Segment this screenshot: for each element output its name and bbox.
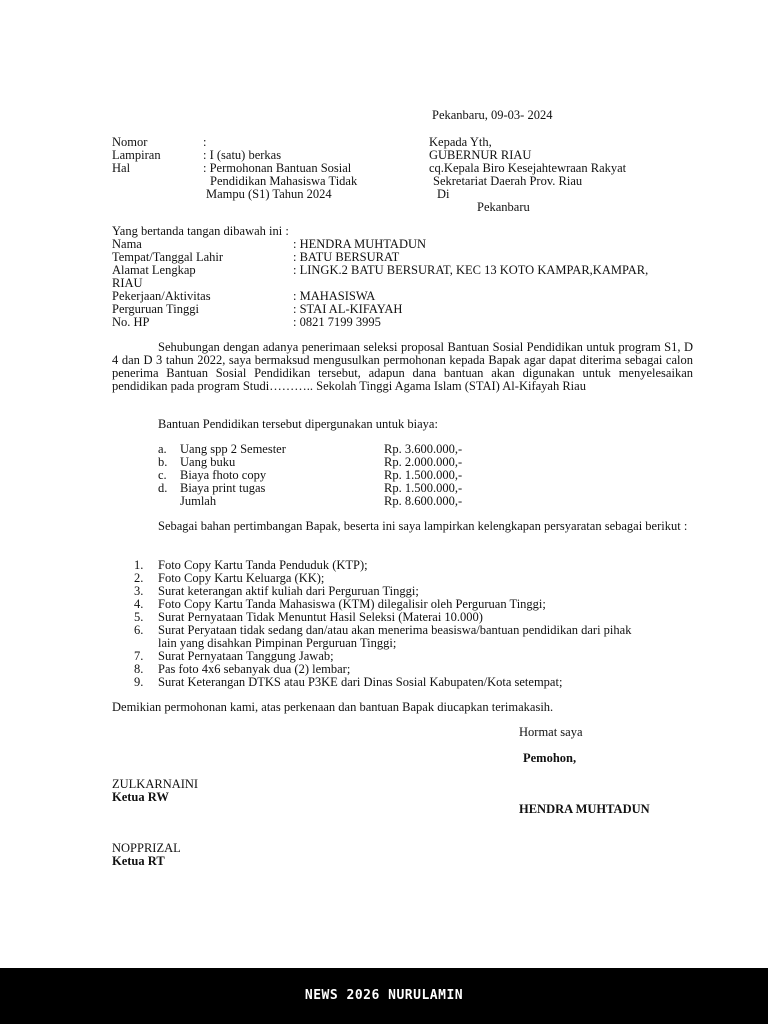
recipient-line-2: GUBERNUR RIAU [429,148,532,162]
pt-label: Perguruan Tinggi [112,302,199,316]
cost-letter: a. [158,442,167,456]
requirement-text: Surat Pernyataan Tanggung Jawab; [158,649,334,663]
pekerjaan-value: : MAHASISWA [293,289,376,303]
pt-value: : STAI AL-KIFAYAH [293,302,403,316]
cost-amount: Rp. 1.500.000,- [384,468,463,482]
paragraph-1-text: Sehubungan dengan adanya penerimaan seleksi proposal Bantuan Sosial Pendidikan untuk program S1, D 4 dan D 3 tahun 2022, saya bermaksud mengusulkan permohonan kepada Bapak agar dapat diterima sebagai calon penerima Bantuan Sosial Pendidikan tersebut, adapun dana bantuan akan digunakan untuk menyelesaikan pendidikan pada program Studi……….. Sekolah Tinggi Agama Islam (STAI) Al-Kifayah Riau [112,340,693,393]
nomor-value: : [203,135,207,149]
cost-amount: Rp. 2.000.000,- [384,455,463,469]
requirement-text: Surat Peryataan tidak sedang dan/atau akan menerima beasiswa/bantuan pendidikan dari pihak [158,623,632,637]
requirement-text: Foto Copy Kartu Keluarga (KK); [158,571,325,585]
hal-line-1: : Permohonan Bantuan Sosial [203,161,352,175]
requirement-num: 9. [134,675,144,689]
paragraph-2-text: Sebagai bahan pertimbangan Bapak, beserta ini saya lampirkan kelengkapan persyaratan sebagai berikut : [158,519,688,533]
nama-value: : HENDRA MUHTADUN [293,237,427,251]
cost-letter: d. [158,481,168,495]
cost-item: Uang spp 2 Semester [180,442,286,456]
cost-letter: b. [158,455,168,469]
requirement-num: 4. [134,597,144,611]
body-paragraph-2 [112,520,693,533]
applicant-role: Pemohon, [523,751,577,765]
nomor-label: Nomor [112,135,148,149]
cost-amount: Rp. 1.500.000,- [384,481,463,495]
hp-value: : 0821 7199 3995 [293,315,381,329]
nama-label: Nama [112,237,142,251]
requirement-text: Foto Copy Kartu Tanda Penduduk (KTP); [158,558,368,572]
alamat-label: Alamat Lengkap [112,263,196,277]
hal-line-2: Pendidikan Mahasiswa Tidak [210,174,358,188]
cost-item: Biaya fhoto copy [180,468,267,482]
rt-name: NOPPRIZAL [112,841,181,855]
rw-name: ZULKARNAINI [112,777,199,791]
recipient-line-3: cq.Kepala Biro Kesejahtewraan Rakyat [429,161,627,175]
ttl-label: Tempat/Tanggal Lahir [112,250,224,264]
requirement-num: 6. [134,623,144,637]
requirement-num: 1. [134,558,144,572]
requirement-text: Surat Pernyataan Tidak Menuntut Hasil Seleksi (Materai 10.000) [158,610,483,624]
requirement-num: 3. [134,584,144,598]
cost-item: Biaya print tugas [180,481,266,495]
requirement-num: 8. [134,662,144,676]
requirement-num: 7. [134,649,144,663]
cost-item: Uang buku [180,455,236,469]
hal-label: Hal [112,161,131,175]
place-date: Pekanbaru, 09-03- 2024 [432,108,553,122]
intro-line: Yang bertanda tangan dibawah ini : [112,224,289,238]
total-amount: Rp. 8.600.000,- [384,494,463,508]
recipient-line-6: Pekanbaru [477,200,530,214]
applicant-name: HENDRA MUHTADUN [519,802,650,816]
alamat-wrap: RIAU [112,276,143,290]
body-paragraph-1 [112,341,693,393]
recipient-line-5: Di [437,187,450,201]
ttl-value: : BATU BERSURAT [293,250,400,264]
regards: Hormat saya [519,725,583,739]
cost-letter: c. [158,468,167,482]
requirement-text: Pas foto 4x6 sebanyak dua (2) lembar; [158,662,351,676]
alamat-value: : LINGK.2 BATU BERSURAT, KEC 13 KOTO KAMPAR,KAMPAR, [293,263,649,277]
closing-sentence: Demikian permohonan kami, atas perkenaan dan bantuan Bapak diucapkan terimakasih. [112,700,554,714]
recipient-line-1: Kepada Yth, [429,135,492,149]
footer-caption-bar [0,968,768,1024]
rw-role: Ketua RW [112,790,169,804]
cost-amount: Rp. 3.600.000,- [384,442,463,456]
lampiran-label: Lampiran [112,148,161,162]
footer-caption: NEWS 2026 NURULAMIN [304,988,464,1003]
requirement-num: 2. [134,571,144,585]
lampiran-value: : I (satu) berkas [203,148,282,162]
pekerjaan-label: Pekerjaan/Aktivitas [112,289,211,303]
requirement-text: Surat Keterangan DTKS atau P3KE dari Dinas Sosial Kabupaten/Kota setempat; [158,675,563,689]
requirement-text: Foto Copy Kartu Tanda Mahasiswa (KTM) dilegalisir oleh Perguruan Tinggi; [158,597,546,611]
hal-line-3: Mampu (S1) Tahun 2024 [206,187,332,201]
hp-label: No. HP [112,315,150,329]
total-label: Jumlah [180,494,217,508]
rt-role: Ketua RT [112,854,165,868]
costs-intro: Bantuan Pendidikan tersebut dipergunakan untuk biaya: [158,417,438,431]
requirement-text-wrap: lain yang disahkan Pimpinan Perguruan Tinggi; [158,636,397,650]
recipient-line-4: Sekretariat Daerah Prov. Riau [433,174,583,188]
requirement-text: Surat keterangan aktif kuliah dari Perguruan Tinggi; [158,584,419,598]
requirement-num: 5. [134,610,144,624]
